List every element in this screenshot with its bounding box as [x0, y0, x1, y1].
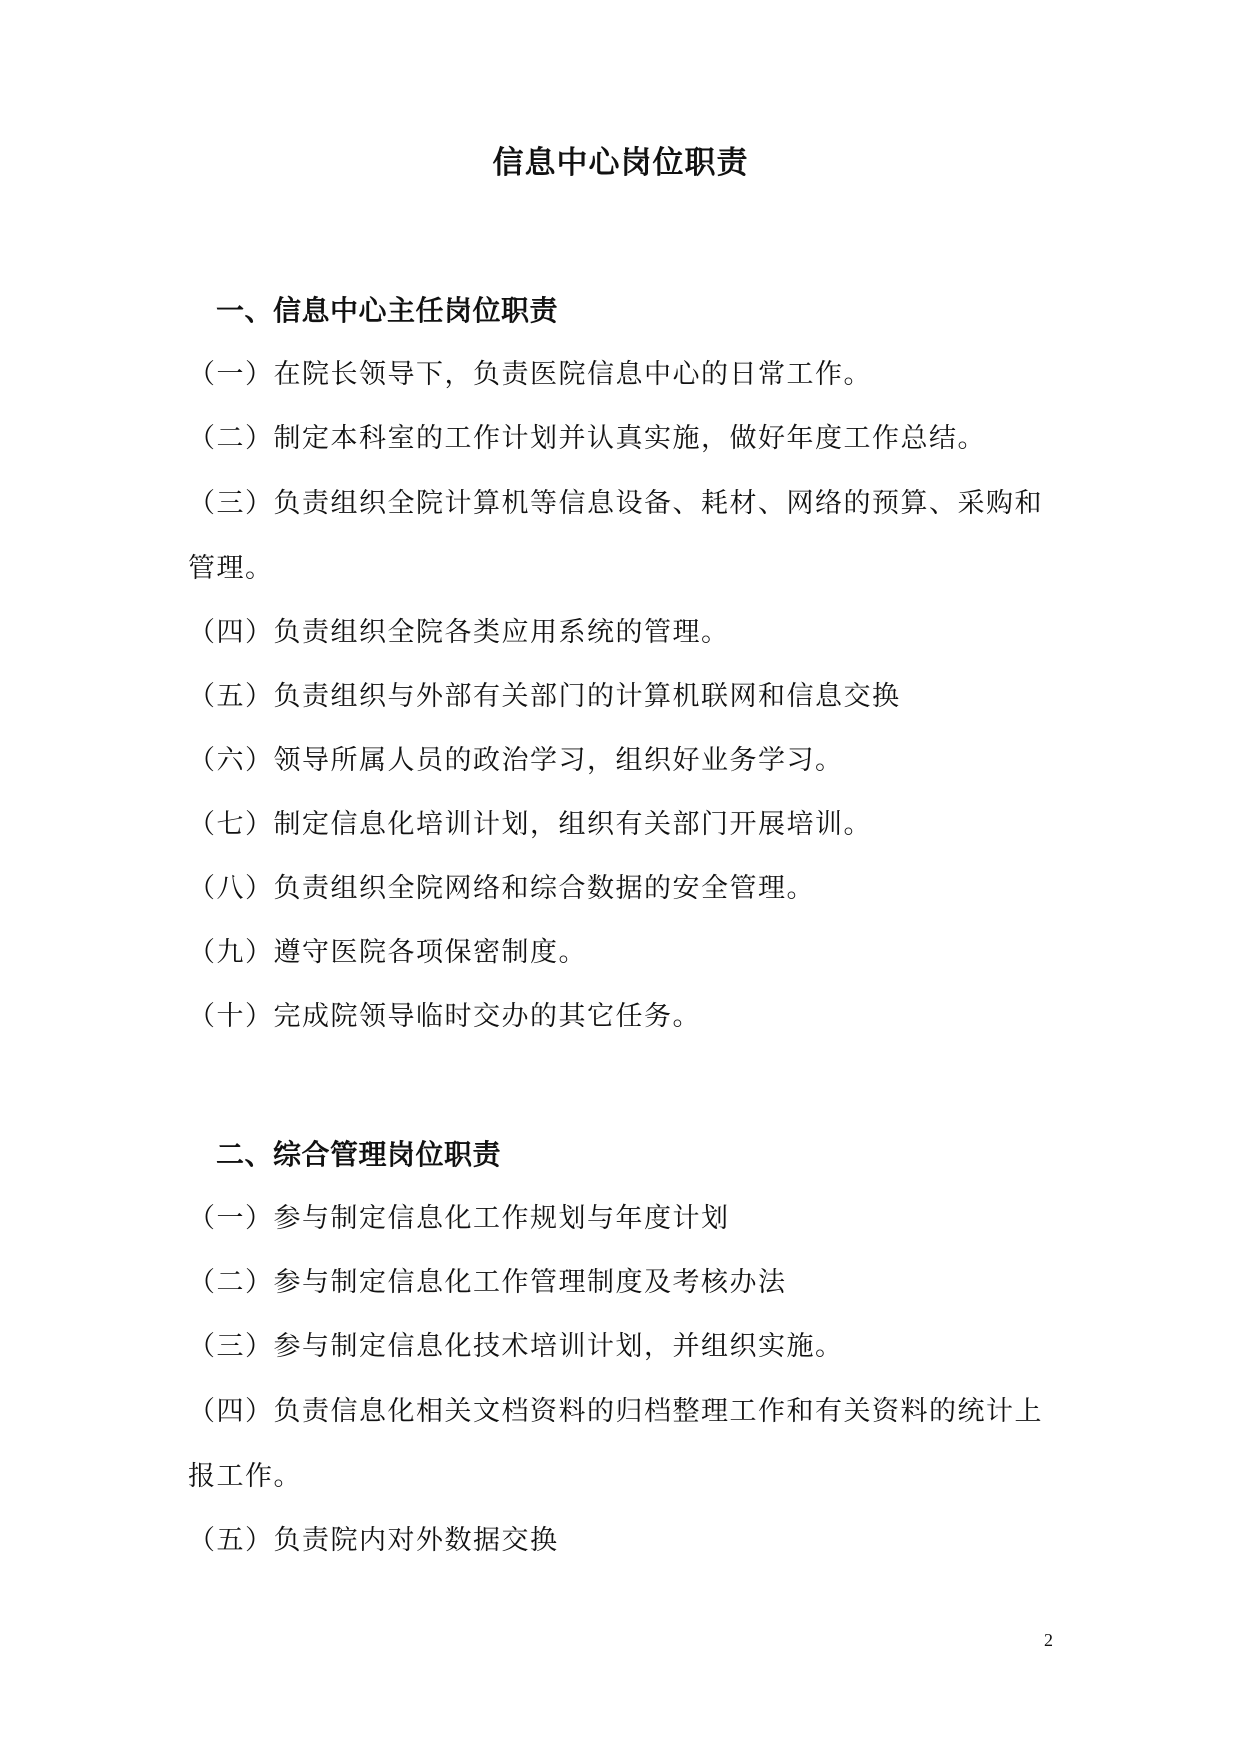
duty-item: （三）参与制定信息化技术培训计划，并组织实施。: [188, 1331, 844, 1362]
duty-item: （二）制定本科室的工作计划并认真实施，做好年度工作总结。: [188, 423, 986, 454]
duty-item: （七）制定信息化培训计划，组织有关部门开展培训。: [188, 809, 872, 840]
section-heading: 二、综合管理岗位职责: [216, 1138, 502, 1171]
section-general-management-duties: [188, 1135, 1068, 1585]
duty-item: （二）参与制定信息化工作管理制度及考核办法: [188, 1267, 787, 1298]
duty-item: （九）遵守医院各项保密制度。: [188, 937, 587, 968]
duty-item: （八）负责组织全院网络和综合数据的安全管理。: [188, 873, 815, 904]
section-heading: 一、信息中心主任岗位职责: [216, 294, 559, 327]
page-number: 2: [1044, 1630, 1053, 1650]
duty-item: （五）负责组织与外部有关部门的计算机联网和信息交换: [188, 681, 901, 712]
duty-item: （四）负责组织全院各类应用系统的管理。: [188, 617, 730, 648]
duty-item: （十）完成院领导临时交办的其它任务。: [188, 1001, 701, 1032]
duty-item: （一）在院长领导下，负责医院信息中心的日常工作。: [188, 359, 872, 390]
page-title: 信息中心岗位职责: [492, 145, 749, 181]
duty-item: （三）负责组织全院计算机等信息设备、耗材、网络的预算、采购和管理。: [188, 488, 1043, 584]
duty-item: （四）负责信息化相关文档资料的归档整理工作和有关资料的统计上报工作。: [188, 1396, 1043, 1492]
duty-item: （一）参与制定信息化工作规划与年度计划: [188, 1203, 730, 1234]
section-director-duties: [188, 291, 1068, 1061]
duty-item: （六）领导所属人员的政治学习，组织好业务学习。: [188, 745, 844, 776]
duty-item: （五）负责院内对外数据交换: [188, 1525, 559, 1556]
